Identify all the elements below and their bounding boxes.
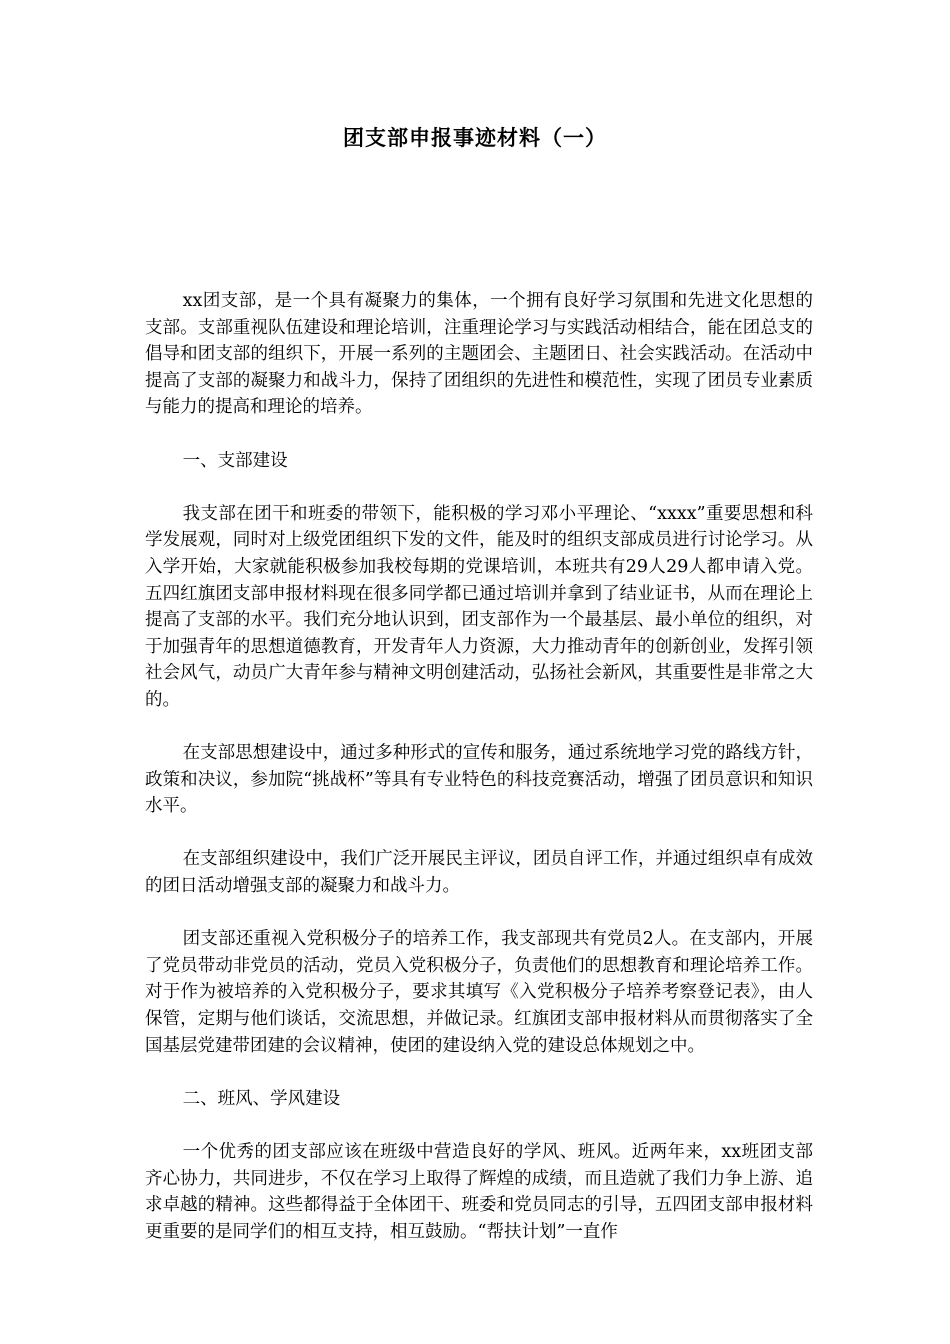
paragraph-ideological-building: 在支部思想建设中，通过多种形式的宣传和服务，通过系统地学习党的路线方针，政策和决议，参加院“挑战杯”等具有专业特色的科技竞赛活动，增强了团员意识和知识水平。 xyxy=(145,743,813,817)
document-title: 团支部申报事迹材料（一） xyxy=(343,125,607,150)
paragraph-party-activists: 团支部还重视入党积极分子的培养工作，我支部现共有党员2人。在支部内，开展了党员带动非党员的活动，党员入党积极分子，负责他们的思想教育和理论培养工作。对于作为被培养的入党积极分子，要求其填写《入党积极分子培养考察登记表》，由人保管，定期与他们谈话，交流思想，并做记录。红旗团支部申报材料从而贯彻落实了全国基层党建带团建的会议精神，使团的建设纳入党的建设总体规划之中。 xyxy=(145,929,813,1056)
paragraph-class-style: 一个优秀的团支部应该在班级中营造良好的学风、班风。近两年来，xx班团支部齐心协力，共同进步，不仅在学习上取得了辉煌的成绩，而且造就了我们力争上游、追求卓越的精神。这些都得益于全体团干、班委和党员同志的引导，五四团支部申报材料更重要的是同学们的相互支持，相互鼓励。“帮扶计划”一直作 xyxy=(145,1142,813,1242)
section-heading-class-style: 二、班风、学风建设 xyxy=(182,1088,341,1109)
paragraph-organizational-building: 在支部组织建设中，我们广泛开展民主评议，团员自评工作，并通过组织卓有成效的团日活动增强支部的凝聚力和战斗力。 xyxy=(145,849,813,897)
paragraph-intro: xx团支部，是一个具有凝聚力的集体，一个拥有良好学习氛围和先进文化思想的支部。支部重视队伍建设和理论培训，注重理论学习与实践活动相结合，能在团总支的倡导和团支部的组织下，开展一系列的主题团会、主题团日、社会实践活动。在活动中提高了支部的凝聚力和战斗力，保持了团组织的先进性和模范性，实现了团员专业素质与能力的提高和理论的培养。 xyxy=(145,291,813,418)
paragraph-branch-study: 我支部在团干和班委的带领下，能积极的学习邓小平理论、“xxxx”重要思想和科学发展观，同时对上级党团组织下发的文件，能及时的组织支部成员进行讨论学习。从入学开始，大家就能积极参加我校每期的党课培训，本班共有29人29人都申请入党。五四红旗团支部申报材料现在很多同学都已通过培训并拿到了结业证书，从而在理论上提高了支部的水平。我们充分地认识到，团支部作为一个最基层、最小单位的组织，对于加强青年的思想道德教育，开发青年人力资源，大力推动青年的创新创业，发挥引领社会风气，动员广大青年参与精神文明创建活动，弘扬社会新风，其重要性是非常之大的。 xyxy=(145,503,813,710)
section-heading-branch-building: 一、支部建设 xyxy=(182,450,288,471)
document-body xyxy=(145,288,813,1272)
